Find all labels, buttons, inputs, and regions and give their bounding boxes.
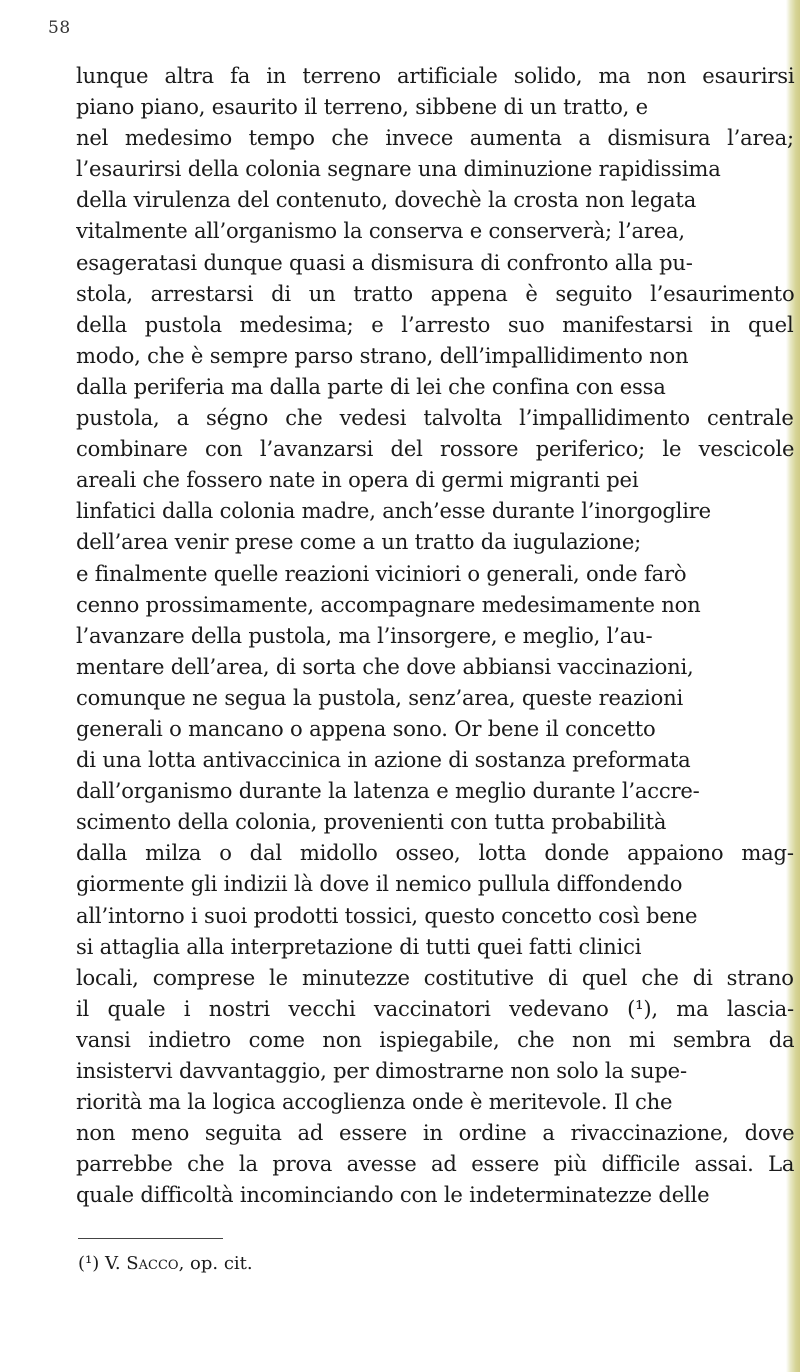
text-line: della virulenza del contenuto, dovechè la crosta non legata xyxy=(76,187,697,213)
footnote-reference: op. cit. xyxy=(190,1253,253,1274)
text-line: pustola, a ségno che vedesi talvolta l’impallidimento centrale xyxy=(76,405,794,431)
text-line: il quale i nostri vecchi vaccinatori vedevano (¹), ma lascia- xyxy=(76,995,794,1021)
text-line: non meno seguita ad essere in ordine a rivaccinazione, dove xyxy=(76,1120,795,1146)
text-line: l’avanzare della pustola, ma l’insorgere, e meglio, l’au- xyxy=(76,622,653,648)
text-line: esageratasi dunque quasi a dismisura di confronto alla pu- xyxy=(76,249,693,275)
text-line: quale difficoltà incominciando con le indeterminatezze delle xyxy=(76,1182,710,1208)
footnote-separator xyxy=(78,1238,223,1239)
text-line: dalla periferia ma dalla parte di lei che confina con essa xyxy=(76,373,666,399)
text-line: areali che fossero nate in opera di germi migranti pei xyxy=(76,467,639,493)
text-line: nel medesimo tempo che invece aumenta a dismisura l’area; xyxy=(76,125,794,151)
text-line: scimento della colonia, provenienti con tutta probabilità xyxy=(76,809,667,835)
footnote-marker: (¹) xyxy=(78,1253,100,1274)
footnote-author: V. Sacco, xyxy=(105,1253,185,1274)
text-line: modo, che è sempre parso strano, dell’impallidimento non xyxy=(76,342,689,368)
text-line: lunque altra fa in terreno artificiale solido, ma non esaurirsi xyxy=(76,63,795,88)
text-line: parrebbe che la prova avesse ad essere più difficile assai. La xyxy=(76,1151,795,1177)
text-line: riorità ma la logica accoglienza onde è meritevole. Il che xyxy=(76,1089,673,1115)
text-line: stola, arrestarsi di un tratto appena è seguito l’esaurimento xyxy=(76,280,795,306)
text-line: mentare dell’area, di sorta che dove abbiansi vaccinazioni, xyxy=(76,653,694,679)
text-line: generali o mancano o appena sono. Or bene il concetto xyxy=(76,715,656,741)
text-line: all’intorno i suoi prodotti tossici, questo concetto così bene xyxy=(76,902,698,928)
text-line: dall’organismo durante la latenza e meglio durante l’accre- xyxy=(76,778,700,804)
footnote xyxy=(78,1250,253,1278)
text-line: giormente gli indizii là dove il nemico pullula diffondendo xyxy=(76,871,683,897)
text-line: insistervi davvantaggio, per dimostrarne non solo la supe- xyxy=(76,1058,687,1083)
text-line: e finalmente quelle reazioni viciniori o generali, onde farò xyxy=(76,560,687,586)
text-line: locali, comprese le minutezze costitutive di quel che di strano xyxy=(76,964,794,990)
text-line: vansi indietro come non ispiegabile, che non mi sembra da xyxy=(76,1026,795,1052)
text-line: dell’area venir prese come a un tratto da iugulazione; xyxy=(76,529,642,555)
text-line: combinare con l’avanzarsi del rossore periferico; le vescicole xyxy=(76,436,795,462)
text-line: l’esaurirsi della colonia segnare una diminuzione rapidissima xyxy=(76,156,721,182)
text-line: della pustola medesima; e l’arresto suo manifestarsi in quel xyxy=(76,311,794,337)
text-line: dalla milza o dal midollo osseo, lotta donde appaiono mag- xyxy=(76,840,794,866)
text-line: si attaglia alla interpretazione di tutti quei fatti clinici xyxy=(76,933,642,959)
text-line: linfatici dalla colonia madre, anch’esse durante l’inorgoglire xyxy=(76,498,711,524)
body-text xyxy=(76,60,796,1210)
page-number: 58 xyxy=(48,18,71,38)
text-line: di una lotta antivaccinica in azione di sostanza preformata xyxy=(76,747,691,773)
text-line: vitalmente all’organismo la conserva e conserverà; l’area, xyxy=(76,218,685,244)
text-line: piano piano, esaurito il terreno, sibbene di un tratto, e xyxy=(76,94,648,120)
text-line: cenno prossimamente, accompagnare medesimamente non xyxy=(76,591,701,617)
text-line: comunque ne segua la pustola, senz’area, queste reazioni xyxy=(76,684,683,710)
